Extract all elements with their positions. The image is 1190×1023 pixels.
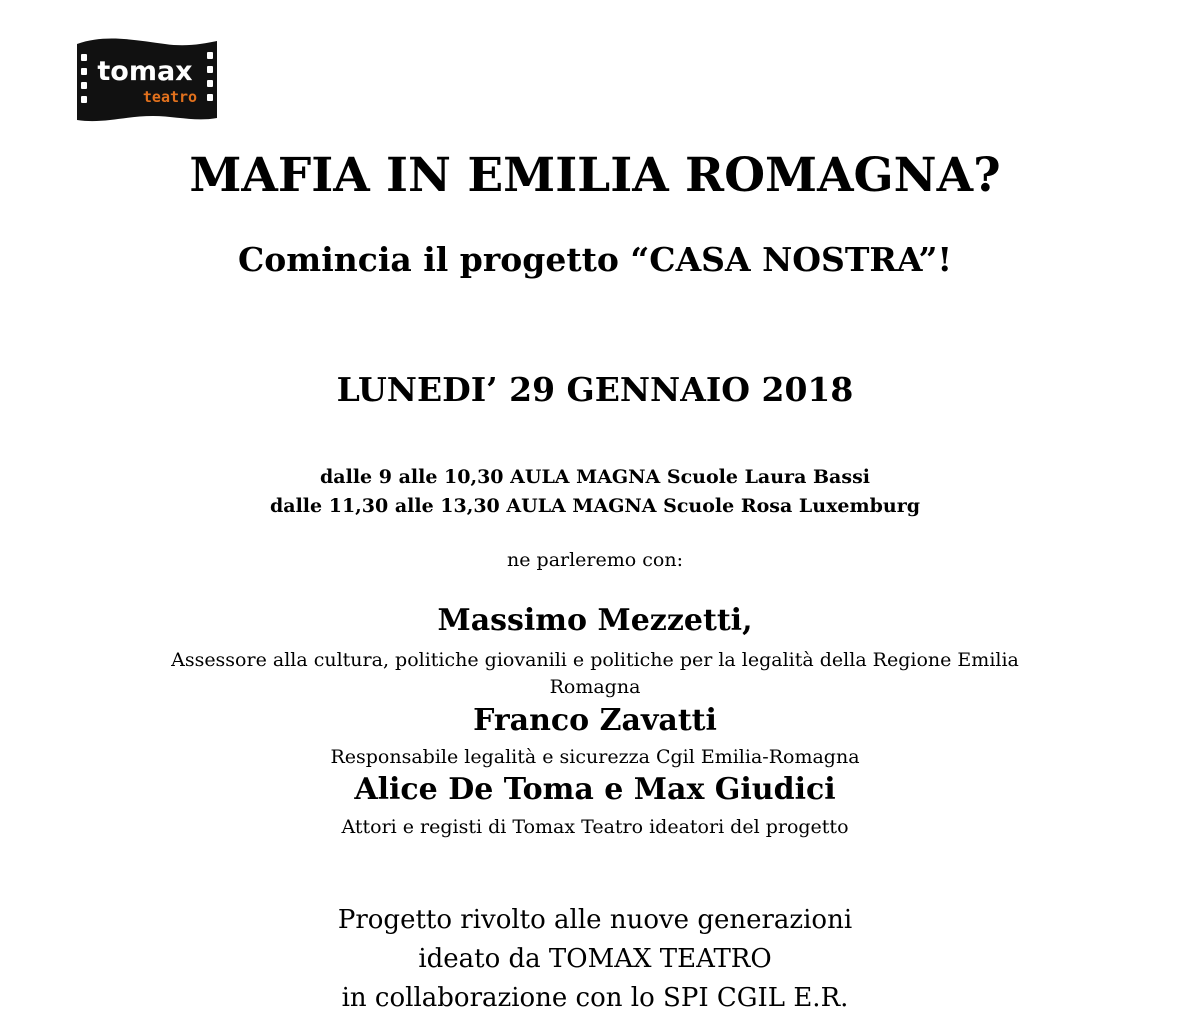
footer-line: Progetto rivolto alle nuove generazioni bbox=[337, 905, 853, 935]
speaker-role bbox=[0, 744, 1190, 771]
schedule-line: dalle 11,30 alle 13,30 AULA MAGNA Scuole Rosa Luxemburg bbox=[269, 495, 921, 517]
speakers-intro: ne parleremo con: bbox=[507, 549, 683, 571]
tomax-teatro-logo bbox=[75, 36, 219, 124]
speaker-role bbox=[0, 814, 1190, 841]
speaker-role-line: Responsabile legalità e sicurezza Cgil Emilia-Romagna bbox=[330, 746, 860, 768]
speaker-role bbox=[0, 647, 1190, 701]
speaker-name: Massimo Mezzetti, bbox=[437, 603, 753, 638]
logo-subword: teatro bbox=[142, 88, 198, 106]
speaker-name: Franco Zavatti bbox=[473, 703, 717, 738]
speaker-name: Alice De Toma e Max Giudici bbox=[354, 772, 836, 807]
event-schedule bbox=[0, 463, 1190, 521]
footer-line: in collaborazione con lo SPI CGIL E.R. bbox=[341, 983, 849, 1013]
event-date: LUNEDI’ 29 GENNAIO 2018 bbox=[336, 370, 854, 409]
project-footer bbox=[0, 901, 1190, 1018]
film-strip-logo-icon bbox=[75, 36, 219, 124]
schedule-line: dalle 9 alle 10,30 AULA MAGNA Scuole Laura Bassi bbox=[320, 466, 870, 488]
speaker-role-line: Romagna bbox=[549, 676, 641, 698]
speaker-role-line: Assessore alla cultura, politiche giovanili e politiche per la legalità della Regione Emilia bbox=[171, 649, 1019, 671]
footer-line: ideato da TOMAX TEATRO bbox=[418, 944, 772, 974]
speaker-role-line: Attori e registi di Tomax Teatro ideatori del progetto bbox=[341, 816, 849, 838]
logo-word: tomax bbox=[97, 56, 193, 87]
page-subtitle: Comincia il progetto “CASA NOSTRA”! bbox=[238, 240, 952, 279]
page-title: MAFIA IN EMILIA ROMAGNA? bbox=[189, 148, 1001, 203]
